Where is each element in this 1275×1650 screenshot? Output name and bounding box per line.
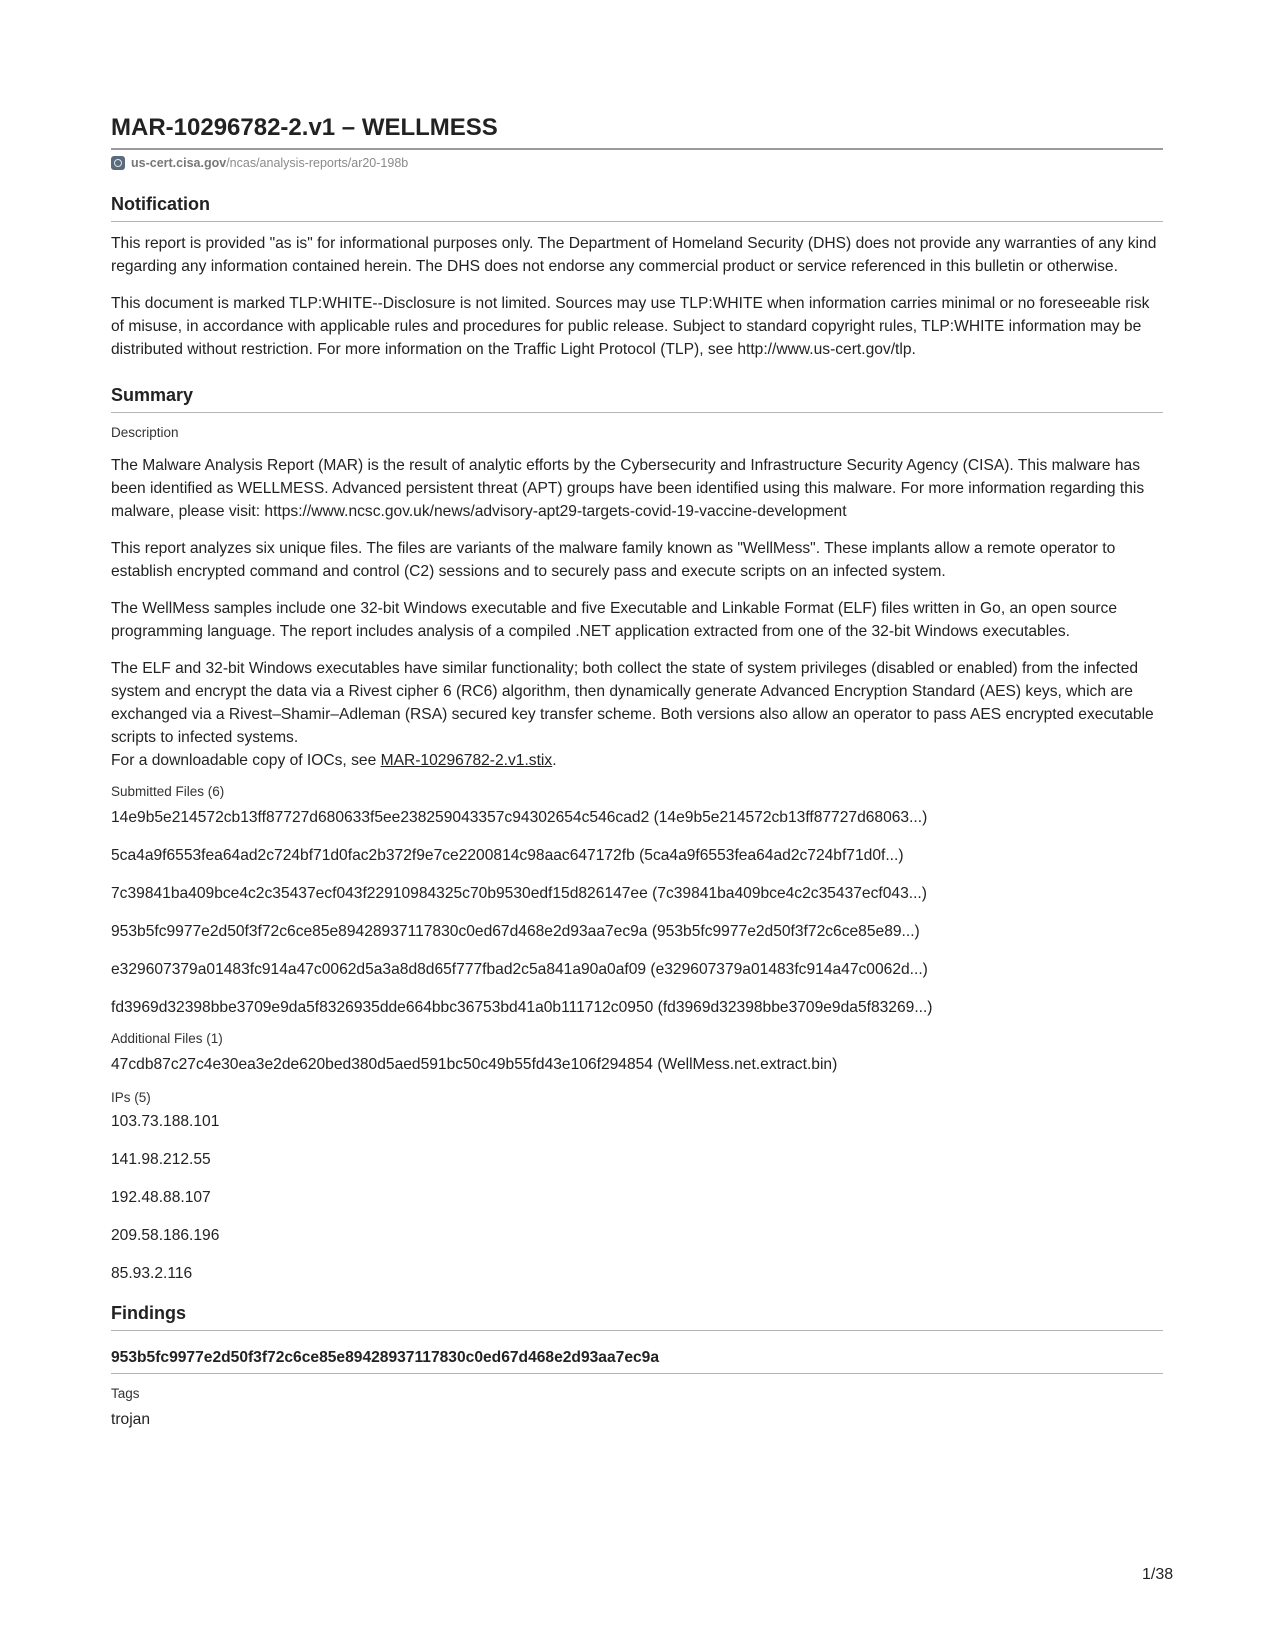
source-path[interactable]: /ncas/analysis-reports/ar20-198b xyxy=(226,156,409,170)
ioc-suffix: . xyxy=(552,752,557,769)
summary-heading: Summary xyxy=(111,385,1163,413)
ip-item: 85.93.2.116 xyxy=(111,1265,193,1282)
ioc-prefix: For a downloadable copy of IOCs, see xyxy=(111,752,381,769)
summary-paragraph-4-text: The ELF and 32-bit Windows executables have similar functionality; both collect the state of system privileges (disabled or enabled) from the infected system and encrypt the data via a Rivest cipher 6 (RC6) algorithm, then dynamically generate Advanced Encryption Standard (AES) keys, which are exchanged via a Rivest–Shamir–Adleman (RSA) secured key transfer scheme. Both versions also allow an operator to pass AES encrypted executable scripts to infected systems. xyxy=(111,660,1154,746)
description-label: Description xyxy=(111,425,179,440)
submitted-file-item: 5ca4a9f6553fea64ad2c724bf71d0fac2b372f9e7ce2200814c98aac647172fb (5ca4a9f6553fea64ad2c724bf71d0f...) xyxy=(111,847,904,864)
submitted-file-item: e329607379a01483fc914a47c0062d5a3a8d8d65f777fbad2c5a841a90a0af09 (e329607379a01483fc914a47c0062d...) xyxy=(111,961,928,978)
ip-item: 209.58.186.196 xyxy=(111,1227,220,1244)
ip-item: 141.98.212.55 xyxy=(111,1151,211,1168)
summary-paragraph-2: This report analyzes six unique files. The files are variants of the malware family known as "WellMess". These implants allow a remote operator to establish encrypted command and control (C2) sessions and to securely pass and execute scripts on an infected system. xyxy=(111,540,1116,580)
ip-item: 103.73.188.101 xyxy=(111,1113,220,1130)
findings-heading: Findings xyxy=(111,1303,1163,1331)
submitted-file-item: fd3969d32398bbe3709e9da5f8326935dde664bbc36753bd41a0b111712c0950 (fd3969d32398bbe3709e9da5f83269...) xyxy=(111,999,933,1016)
report-page xyxy=(111,114,1163,1431)
notification-paragraph-2: This document is marked TLP:WHITE--Disclosure is not limited. Sources may use TLP:WHITE when information carries minimal or no foreseeable risk of misuse, in accordance with applicable rules and procedures for public release. Subject to standard copyright rules, TLP:WHITE information may be distributed without restriction. For more information on the Traffic Light Protocol (TLP), see http://www.us-cert.gov/tlp. xyxy=(111,295,1150,358)
ips-label: IPs (5) xyxy=(111,1090,151,1105)
summary-paragraph-3: The WellMess samples include one 32-bit Windows executable and five Executable and Linkable Format (ELF) files written in Go, an open source programming language. The report includes analysis of a compiled .NET application extracted from one of the 32-bit Windows executables. xyxy=(111,600,1118,640)
page-title: MAR-10296782-2.v1 – WELLMESS xyxy=(111,114,1163,150)
additional-file-item: 47cdb87c27c4e30ea3e2de620bed380d5aed591bc50c49b55fd43e106f294854 (WellMess.net.extract.bin) xyxy=(111,1056,838,1073)
submitted-file-item: 14e9b5e214572cb13ff87727d680633f5ee238259043357c94302654c546cad2 (14e9b5e214572cb13ff87727d68063...) xyxy=(111,809,928,826)
submitted-file-item: 953b5fc9977e2d50f3f72c6ce85e89428937117830c0ed67d468e2d93aa7ec9a (953b5fc9977e2d50f3f72c6ce85e89...) xyxy=(111,923,920,940)
source-domain[interactable]: us-cert.cisa.gov xyxy=(131,156,227,170)
source-url[interactable] xyxy=(111,156,1163,170)
tag-value: trojan xyxy=(111,1411,151,1428)
site-favicon-icon xyxy=(111,156,125,170)
submitted-files-label: Submitted Files (6) xyxy=(111,784,225,799)
notification-heading: Notification xyxy=(111,194,1163,222)
notification-paragraph-1: This report is provided "as is" for informational purposes only. The Department of Homeland Security (DHS) does not provide any warranties of any kind regarding any information contained herein. The DHS does not endorse any commercial product or service referenced in this bulletin or otherwise. xyxy=(111,235,1157,275)
summary-paragraph-1: The Malware Analysis Report (MAR) is the result of analytic efforts by the Cybersecurity and Infrastructure Security Agency (CISA). This malware has been identified as WELLMESS. Advanced persistent threat (APT) groups have been identified using this malware. For more information regarding this malware, please visit: https://www.ncsc.gov.uk/news/advisory-apt29-targets-covid-19-vaccine-development xyxy=(111,457,1145,520)
tags-label: Tags xyxy=(111,1386,140,1401)
finding-hash-heading: 953b5fc9977e2d50f3f72c6ce85e89428937117830c0ed67d468e2d93aa7ec9a xyxy=(111,1349,1163,1374)
ip-item: 192.48.88.107 xyxy=(111,1189,211,1206)
additional-files-label: Additional Files (1) xyxy=(111,1031,223,1046)
submitted-file-item: 7c39841ba409bce4c2c35437ecf043f22910984325c70b9530edf15d826147ee (7c39841ba409bce4c2c35437ecf043...) xyxy=(111,885,927,902)
page-number: 1/38 xyxy=(1142,1566,1174,1583)
ioc-stix-link[interactable]: MAR-10296782-2.v1.stix xyxy=(380,752,553,769)
summary-paragraph-4 xyxy=(111,657,1163,772)
